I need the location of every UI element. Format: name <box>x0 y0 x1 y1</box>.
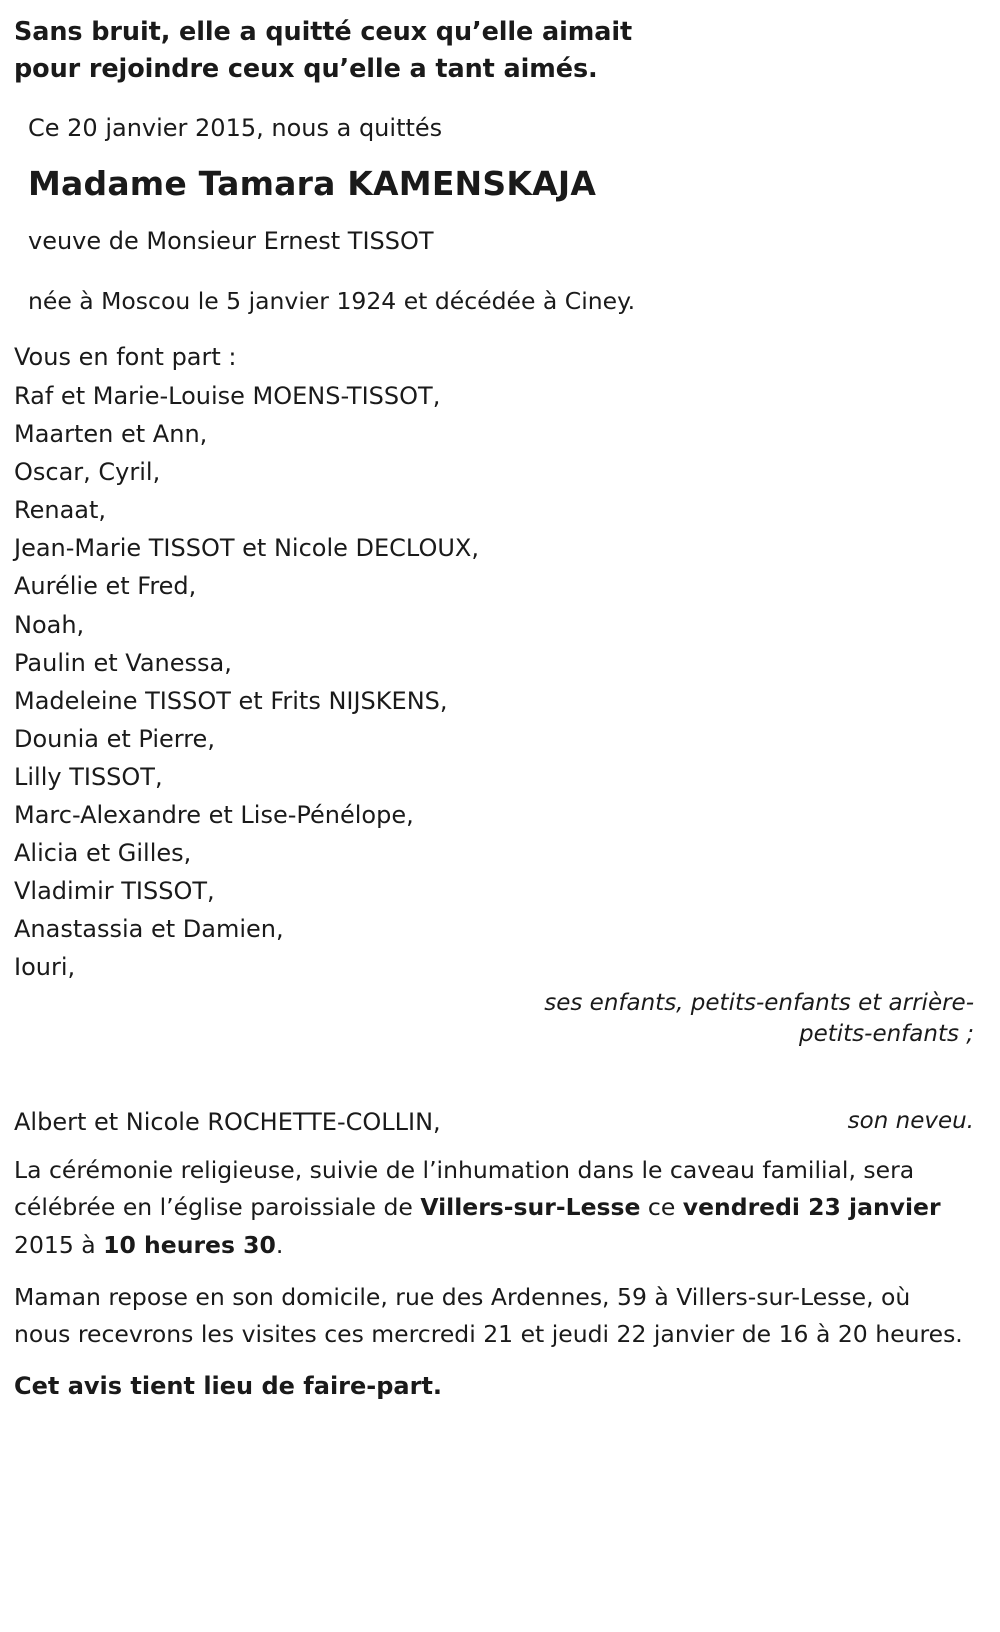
list-item: Oscar, Cyril, <box>14 458 161 487</box>
ceremony-date: vendredi 23 janvier <box>682 1193 941 1222</box>
list-item: Maarten et Ann, <box>14 420 208 449</box>
list-item: Paulin et Vanessa, <box>14 648 232 677</box>
inform-lead: Vous en font part : <box>14 343 237 372</box>
ceremony-part-1: La cérémonie religieuse, suivie de l’inhumation dans le caveau familial, sera célébrée en l’église paroissiale de <box>14 1155 915 1222</box>
list-item: Lilly TISSOT, <box>14 762 163 791</box>
ceremony-paragraph <box>14 1152 974 1265</box>
list-item: Raf et Marie-Louise MOENS-TISSOT, <box>14 382 441 411</box>
list-item: Marc-Alexandre et Lise-Pénélope, <box>14 800 414 829</box>
list-item: Anastassia et Damien, <box>14 914 284 943</box>
role-nephew: son neveu. <box>847 1107 974 1134</box>
list-item: Madeleine TISSOT et Frits NIJSKENS, <box>14 686 448 715</box>
list-item: Iouri, <box>14 952 76 981</box>
list-item: Alicia et Gilles, <box>14 838 192 867</box>
ceremony-part-2: ce <box>640 1193 683 1222</box>
family-list <box>14 377 974 986</box>
role-children: ses enfants, petits-enfants et arrière-petits-enfants ; <box>544 989 974 1047</box>
spouse-line: veuve de Monsieur Ernest TISSOT <box>28 226 434 255</box>
ceremony-place: Villers-sur-Lesse <box>420 1193 641 1222</box>
list-item: Renaat, <box>14 496 107 525</box>
epigraph <box>14 14 974 88</box>
ceremony-time: 10 heures 30 <box>103 1231 276 1260</box>
visits-paragraph: Maman repose en son domicile, rue des Ardennes, 59 à Villers-sur-Lesse, où nous recevrons les visites ces mercredi 21 et jeudi 22 janvier de 16 à 20 heures. <box>14 1282 963 1349</box>
closing-statement: Cet avis tient lieu de faire-part. <box>14 1371 443 1400</box>
list-item: Aurélie et Fred, <box>14 572 197 601</box>
last-relative: Albert et Nicole ROCHETTE-COLLIN, <box>14 1107 441 1136</box>
epigraph-line-2: pour rejoindre ceux qu’elle a tant aimés. <box>14 53 598 84</box>
deceased-name: Madame Tamara KAMENSKAJA <box>28 163 597 203</box>
list-item: Vladimir TISSOT, <box>14 876 215 905</box>
list-item: Dounia et Pierre, <box>14 724 215 753</box>
ceremony-part-3: 2015 à <box>14 1231 104 1260</box>
ceremony-part-4: . <box>275 1231 284 1260</box>
epigraph-line-1: Sans bruit, elle a quitté ceux qu’elle aimait <box>14 17 633 47</box>
list-item: Jean-Marie TISSOT et Nicole DECLOUX, <box>14 534 479 563</box>
birth-death-line: née à Moscou le 5 janvier 1924 et décédée à Ciney. <box>28 286 636 315</box>
list-item: Noah, <box>14 610 85 639</box>
announcement-text: Ce 20 janvier 2015, nous a quittés <box>28 113 443 142</box>
roles-section <box>14 988 974 1138</box>
